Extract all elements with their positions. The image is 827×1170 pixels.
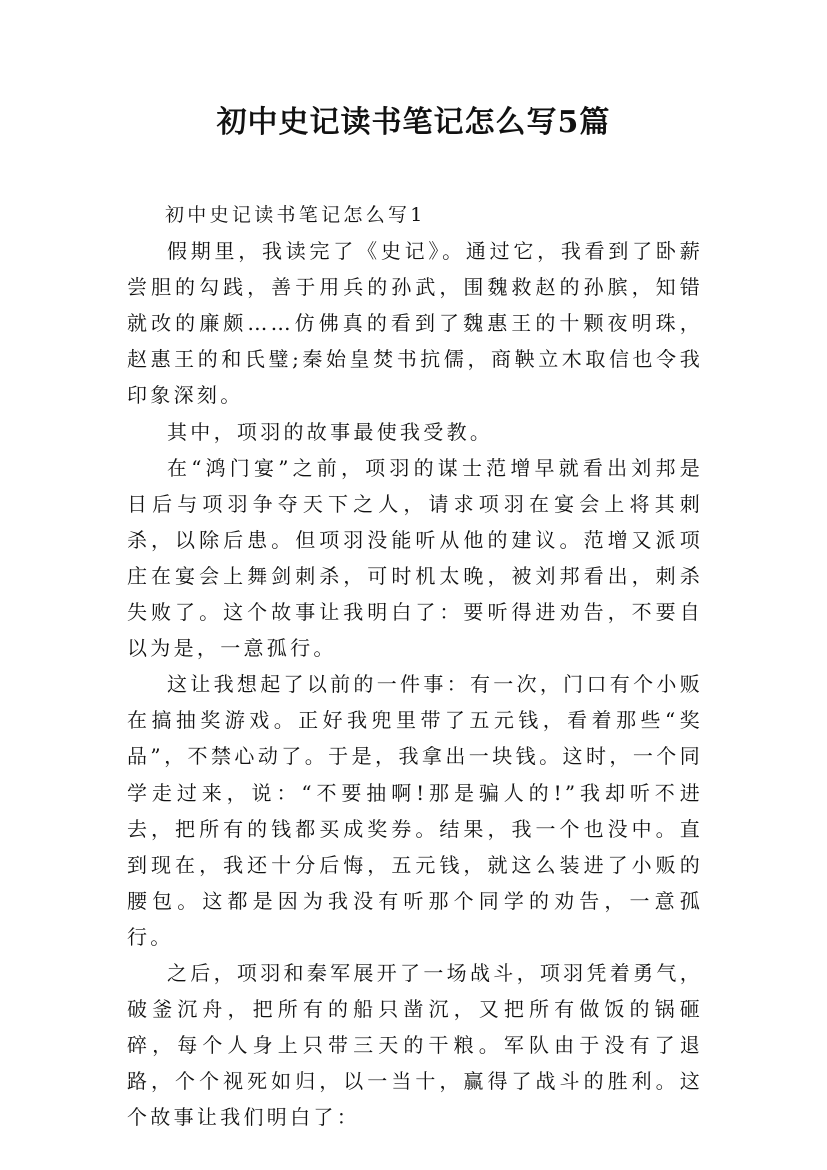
section-heading: 初中史记读书笔记怎么写1 (165, 204, 426, 226)
paragraph-5: 之后，项羽和秦军展开了一场战斗，项羽凭着勇气，破釜沉舟，把所有的船只凿沉，又把所有做饭的锅砸碎，每个人身上只带三天的干粮。军队由于没有了退路，个个视死如归，以一当十，赢得了战斗的胜利。这个故事让我们明白了： (127, 960, 703, 1130)
document-body (127, 197, 703, 1135)
paragraph-2: 其中，项羽的故事最使我受教。 (167, 419, 494, 444)
document-title: 初中史记读书笔记怎么写5篇 (216, 105, 611, 140)
paragraph-3: 在“鸿门宴”之前，项羽的谋士范增早就看出刘邦是日后与项羽争夺天下之人，请求项羽在宴会上将其刺杀，以除后患。但项羽没能听从他的建议。范增又派项庄在宴会上舞剑刺杀，可时机太晚，被刘邦看出，刺杀失败了。这个故事让我明白了：要听得进劝告，不要自以为是，一意孤行。 (127, 455, 703, 661)
paragraph-1: 假期里，我读完了《史记》。通过它，我看到了卧薪尝胆的勾践，善于用兵的孙武，围魏救赵的孙膑，知错就改的廉颇……仿佛真的看到了魏惠王的十颗夜明珠，赵惠王的和氏璧;秦始皇焚书抗儒，商鞅立木取信也令我印象深刻。 (127, 239, 703, 408)
paragraph-4: 这让我想起了以前的一件事：有一次，门口有个小贩在搞抽奖游戏。正好我兜里带了五元钱，看着那些“奖品”，不禁心动了。于是，我拿出一块钱。这时，一个同学走过来，说：“不要抽啊!那是骗人的!”我却听不进去，把所有的钱都买成奖券。结果，我一个也没中。直到现在，我还十分后悔，五元钱，就这么装进了小贩的腰包。这都是因为我没有听那个同学的劝告，一意孤行。 (127, 672, 703, 949)
